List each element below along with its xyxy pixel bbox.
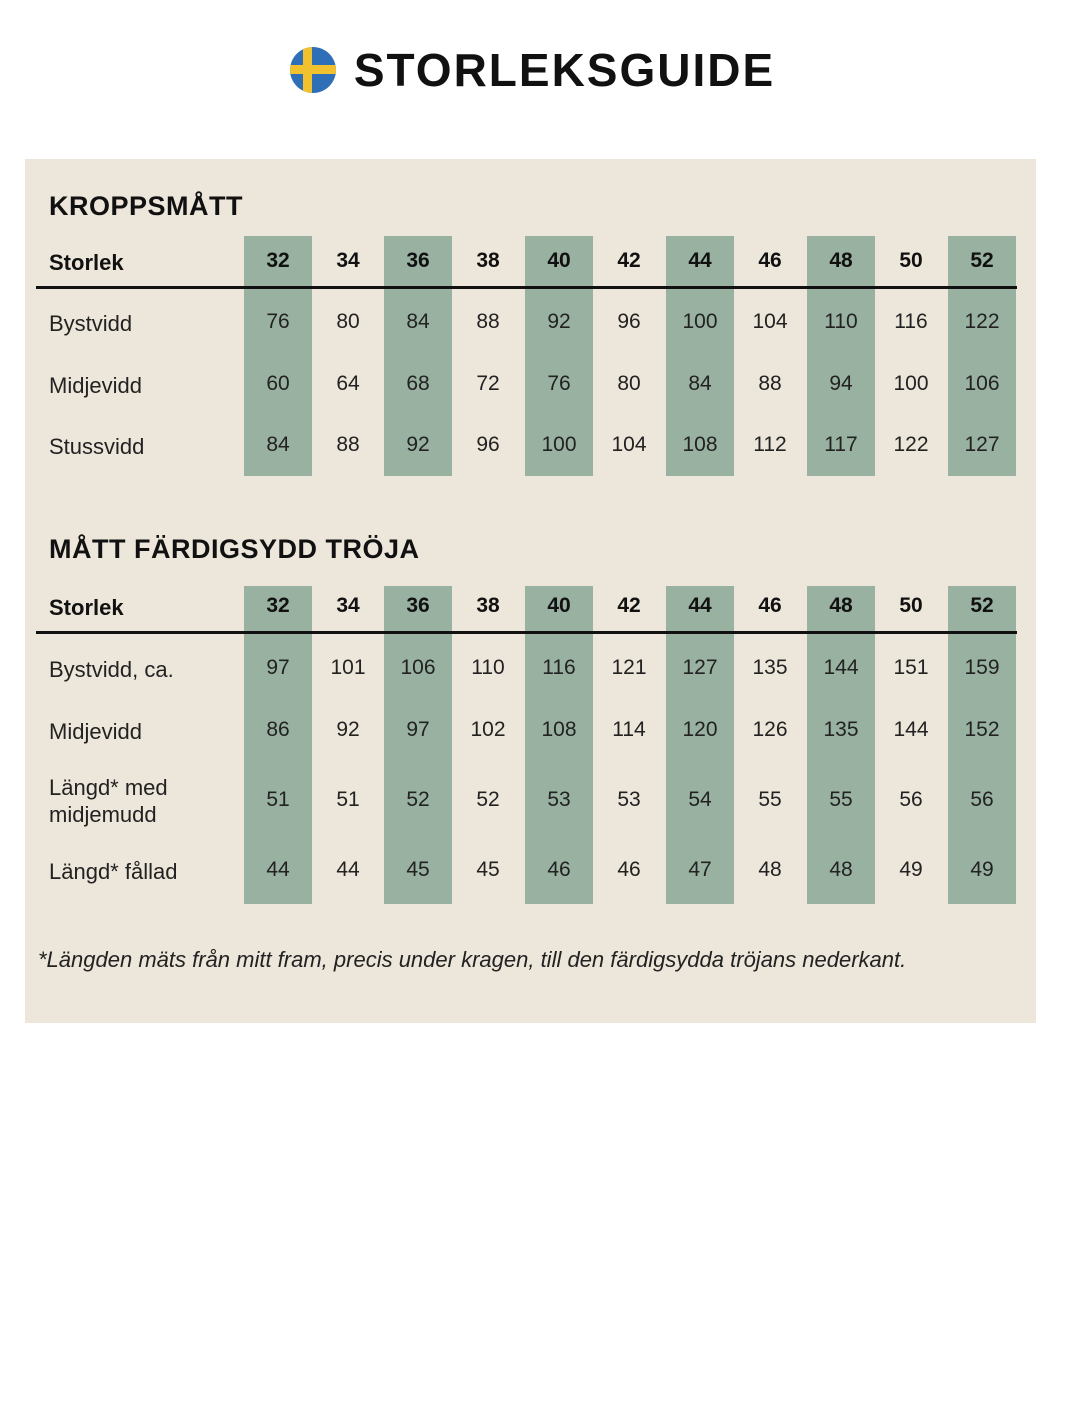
table-cell: 104: [611, 433, 647, 456]
table-cell: 127: [682, 656, 718, 679]
size-header-cell: 32: [266, 249, 290, 272]
size-guide-panel: [25, 159, 1036, 1023]
table-cell: 47: [688, 858, 712, 881]
footnote: *Längden mäts från mitt fram, precis under kragen, till den färdigsydda tröjans nederkant.: [38, 947, 907, 972]
table-cell: 122: [893, 433, 929, 456]
size-header-cell: 46: [758, 249, 782, 272]
size-header-cell: 48: [829, 594, 853, 617]
size-header-cell: 48: [829, 249, 853, 272]
table-cell: 88: [336, 433, 360, 456]
table-cell: 116: [894, 310, 928, 333]
table-cell: 110: [471, 656, 505, 679]
table-cell: 96: [617, 310, 641, 333]
table-cell: 76: [266, 310, 290, 333]
size-header-cell: 44: [688, 249, 712, 272]
table-cell: 96: [476, 433, 500, 456]
table-cell: 100: [682, 310, 718, 333]
table-cell: 152: [964, 718, 1000, 741]
table-cell: 55: [829, 788, 853, 811]
table-cell: 60: [266, 372, 290, 395]
size-header-cell: 36: [406, 594, 430, 617]
row-label: Bystvidd, ca.: [49, 657, 174, 682]
table-cell: 144: [823, 656, 859, 679]
table-cell: 108: [541, 718, 577, 741]
size-header-label: Storlek: [49, 595, 124, 620]
row-label: Bystvidd: [49, 311, 133, 336]
table-cell: 46: [617, 858, 641, 881]
table-cell: 46: [547, 858, 571, 881]
table-cell: 56: [899, 788, 923, 811]
row-label: Längd* fållad: [49, 859, 178, 884]
table-cell: 49: [899, 858, 923, 881]
table-cell: 94: [829, 372, 853, 395]
table-cell: 52: [476, 788, 500, 811]
table-cell: 121: [611, 656, 647, 679]
size-header-cell: 42: [617, 249, 641, 272]
table-cell: 68: [406, 372, 430, 395]
table-cell: 120: [682, 718, 718, 741]
table-cell: 52: [406, 788, 430, 811]
page-title: STORLEKSGUIDE: [353, 44, 776, 96]
table-cell: 80: [617, 372, 641, 395]
table-cell: 84: [688, 372, 712, 395]
size-header-cell: 50: [899, 249, 923, 272]
table-cell: 76: [547, 372, 571, 395]
table-cell: 110: [824, 310, 858, 333]
table-cell: 54: [688, 788, 712, 811]
size-header-cell: 52: [970, 594, 994, 617]
table-cell: 97: [406, 718, 430, 741]
table-cell: 159: [964, 656, 1000, 679]
table-cell: 48: [758, 858, 782, 881]
size-header-cell: 36: [406, 249, 430, 272]
table-cell: 72: [476, 372, 500, 395]
table-cell: 88: [758, 372, 782, 395]
table-cell: 151: [893, 656, 929, 679]
table-cell: 101: [330, 656, 366, 679]
table-cell: 127: [964, 433, 1000, 456]
table-cell: 86: [266, 718, 290, 741]
table-cell: 80: [336, 310, 360, 333]
size-header-cell: 50: [899, 594, 923, 617]
size-header-cell: 46: [758, 594, 782, 617]
table-cell: 106: [400, 656, 436, 679]
size-header-cell: 38: [476, 594, 500, 617]
table-cell: 49: [970, 858, 994, 881]
table-cell: 53: [547, 788, 571, 811]
header-rule: [36, 286, 1017, 289]
size-header-cell: 42: [617, 594, 641, 617]
table-cell: 108: [682, 433, 718, 456]
table-cell: 55: [758, 788, 782, 811]
page-header: [0, 38, 1065, 102]
size-header-cell: 40: [547, 594, 571, 617]
row-label: Midjevidd: [49, 719, 142, 744]
size-header-cell: 34: [336, 594, 360, 617]
size-header-cell: 40: [547, 249, 571, 272]
table-cell: 102: [470, 718, 506, 741]
table-cell: 44: [266, 858, 290, 881]
size-header-cell: 32: [266, 594, 290, 617]
table-cell: 122: [964, 310, 1000, 333]
table-cell: 48: [829, 858, 853, 881]
size-header-label: Storlek: [49, 250, 124, 275]
section-title-body: KROPPSMÅTT: [49, 191, 243, 221]
table-cell: 84: [266, 433, 290, 456]
table-cell: 92: [406, 433, 430, 456]
table-cell: 144: [893, 718, 929, 741]
size-header-cell: 44: [688, 594, 712, 617]
table-cell: 100: [541, 433, 577, 456]
table-cell: 106: [964, 372, 1000, 395]
table-cell: 64: [336, 372, 360, 395]
table-cell: 45: [406, 858, 430, 881]
table-cell: 100: [893, 372, 929, 395]
table-cell: 116: [542, 656, 576, 679]
table-cell: 51: [336, 788, 360, 811]
table-cell: 53: [617, 788, 641, 811]
size-header-cell: 38: [476, 249, 500, 272]
table-cell: 88: [476, 310, 500, 333]
table-cell: 84: [406, 310, 430, 333]
table-cell: 135: [752, 656, 788, 679]
header-rule: [36, 631, 1017, 634]
table-cell: 56: [970, 788, 994, 811]
table-cell: 112: [753, 433, 787, 456]
row-label: Längd* med midjemudd: [49, 775, 168, 827]
table-cell: 44: [336, 858, 360, 881]
row-label: Stussvidd: [49, 434, 145, 459]
sweden-flag-icon: [290, 47, 336, 93]
row-label: Midjevidd: [49, 373, 142, 398]
table-cell: 114: [612, 718, 646, 741]
size-header-cell: 52: [970, 249, 994, 272]
table-cell: 45: [476, 858, 500, 881]
table-cell: 117: [824, 433, 858, 456]
table-cell: 126: [752, 718, 788, 741]
table-cell: 97: [266, 656, 290, 679]
size-header-cell: 34: [336, 249, 360, 272]
table-cell: 104: [752, 310, 788, 333]
table-cell: 92: [547, 310, 571, 333]
table-cell: 51: [266, 788, 290, 811]
section-title-finished: MÅTT FÄRDIGSYDD TRÖJA: [49, 534, 420, 564]
table-cell: 92: [336, 718, 360, 741]
table-cell: 135: [823, 718, 859, 741]
